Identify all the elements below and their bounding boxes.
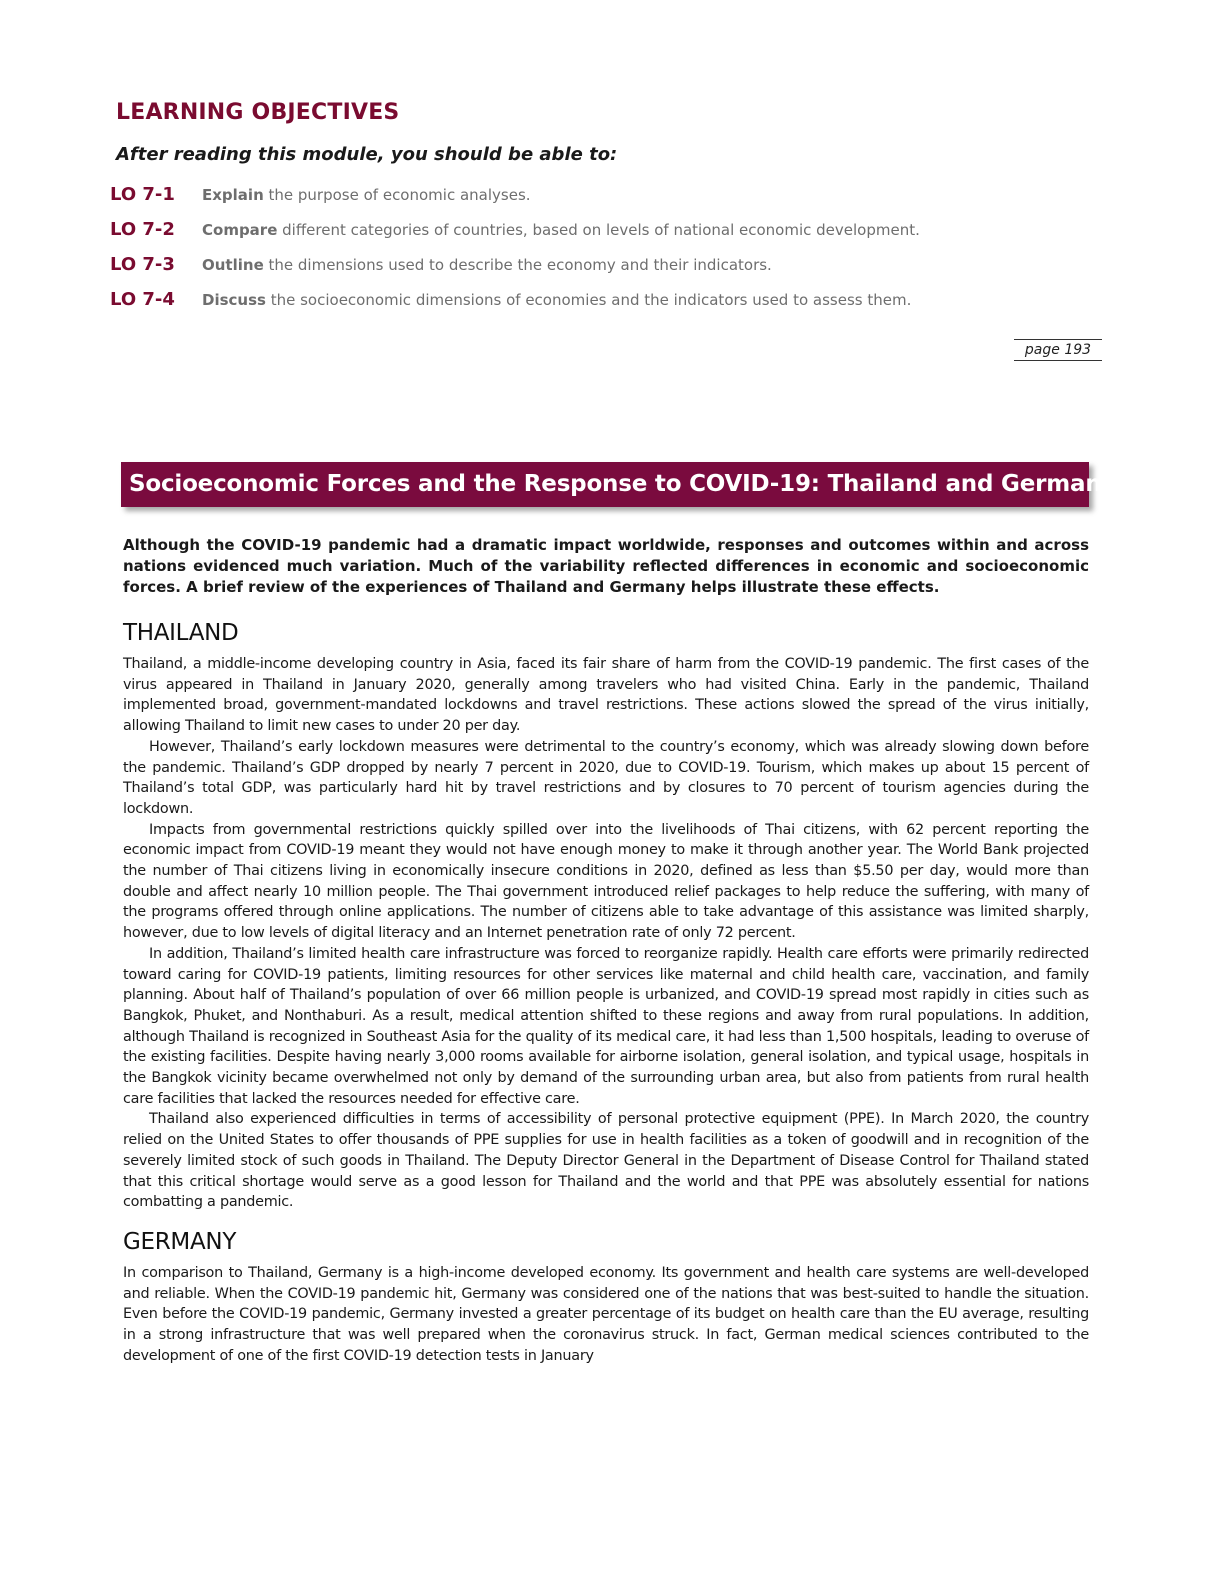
lo-description: the purpose of economic analyses. [263,186,531,204]
learning-objectives-list [110,182,920,322]
lead-paragraph: Although the COVID-19 pandemic had a dramatic impact worldwide, responses and outcomes within and across nations evidenced much variation. Much of the variability reflected differences in economic and socioeconomic forces. A brief review of the experiences of Thailand and Germany helps illustrate these effects. [123,536,1089,596]
feature-title: Socioeconomic Forces and the Response to COVID-19: Thailand and Germany [129,471,1117,497]
body-paragraph: However, Thailand’s early lockdown measures were detrimental to the country’s economy, which was already slowing down before the pandemic. Thailand’s GDP dropped by nearly 7 percent in 2020, due to COVID-19. Tourism, which makes up about 15 percent of Thailand’s total GDP, was particularly hard hit by travel restrictions and by closures to 70 percent of tourism agencies during the lockdown. [123,738,1089,817]
learning-objective-item [110,182,920,217]
body-paragraph: Thailand also experienced difficulties in terms of accessibility of personal protective equipment (PPE). In March 2020, the country relied on the United States to offer thousands of PPE supplies for use in health facilities as a token of goodwill and in recognition of the severely limited stock of such goods in Thailand. The Deputy Director General in the Department of Disease Control for Thailand stated that this critical shortage would serve as a good lesson for Thailand and the world and that PPE was absolutely essential for nations combatting a pandemic. [123,1111,1089,1211]
feature-content [123,535,1089,1367]
body-paragraph: Thailand, a middle-income developing country in Asia, faced its fair share of harm from the COVID-19 pandemic. The first cases of the virus appeared in Thailand in January 2020, generally among travelers who had visited China. Early in the pandemic, Thailand implemented broad, government-mandated lockdowns and travel restrictions. These actions slowed the spread of the virus initially, allowing Thailand to limit new cases to under 20 per day. [123,656,1089,735]
lo-verb: Explain [202,186,264,204]
section-heading-thailand: THAILAND [123,620,239,646]
body-paragraph: In comparison to Thailand, Germany is a high-income developed economy. Its government and health care systems are well-developed and reliable. When the COVID-19 pandemic hit, Germany was considered one of the nations that was best-suited to handle the situation. Even before the COVID-19 pandemic, Germany invested a greater percentage of its budget on health care than the EU average, resulting in a strong infrastructure that was well prepared when the coronavirus struck. In fact, German medical sciences contributed to the development of one of the first COVID-19 detection tests in January [123,1264,1089,1364]
feature-banner [121,462,1117,507]
body-paragraph: In addition, Thailand’s limited health care infrastructure was forced to reorganize rapidly. Health care efforts were primarily redirected toward caring for COVID-19 patients, limiting resources for other services like maternal and child health care, vaccination, and family planning. About half of Thailand’s population of over 66 million people is urbanized, and COVID-19 spread most rapidly in cities such as Bangkok, Phuket, and Nonthaburi. As a result, medical attention shifted to these regions and away from rural populations. In addition, although Thailand is recognized in Southeast Asia for the quality of its medical care, it had less than 1,500 hospitals, leading to overuse of the existing facilities. Despite having nearly 3,000 rooms available for airborne isolation, general isolation, and typical usage, hospitals in the Bangkok vicinity became overwhelmed not only by demand of the surrounding urban area, but also from patients from rural health care facilities that lacked the resources needed for effective care. [123,945,1089,1107]
lo-verb: Compare [202,221,278,239]
section-heading-germany: GERMANY [123,1228,237,1255]
learning-objectives-intro: After reading this module, you should be able to: [116,144,618,165]
lo-code: LO 7-4 [110,289,175,310]
lo-text [202,182,531,208]
lo-code: LO 7-1 [110,184,175,205]
lo-text [202,287,911,313]
lo-verb: Discuss [202,291,266,309]
learning-objective-item [110,217,920,252]
body-paragraph: Impacts from governmental restrictions quickly spilled over into the livelihoods of Thai citizens, with 62 percent reporting the economic impact from COVID-19 meant they would not have enough money to make it through another year. The World Bank projected the number of Thai citizens living in economically insecure conditions in 2020, defined as less than $5.50 per day, would more than double and affect nearly 10 million people. The Thai government introduced relief packages to help reduce the suffering, with many of the programs offered through online applications. The number of citizens able to take advantage of this assistance was limited sharply, however, due to low levels of digital literacy and an Internet penetration rate of only 72 percent. [123,821,1089,942]
page-number-marker: page 193 [1014,339,1102,361]
lo-code: LO 7-2 [110,219,175,240]
lo-description: the dimensions used to describe the economy and their indicators. [263,256,772,274]
lo-description: the socioeconomic dimensions of economies and the indicators used to assess them. [265,291,912,309]
lo-text [202,217,920,243]
lo-verb: Outline [202,256,264,274]
lo-description: different categories of countries, based on levels of national economic development. [277,221,920,239]
learning-objectives-heading: LEARNING OBJECTIVES [116,100,400,125]
lo-code: LO 7-3 [110,254,175,275]
lo-text [202,252,772,278]
learning-objective-item [110,287,920,322]
learning-objective-item [110,252,920,287]
